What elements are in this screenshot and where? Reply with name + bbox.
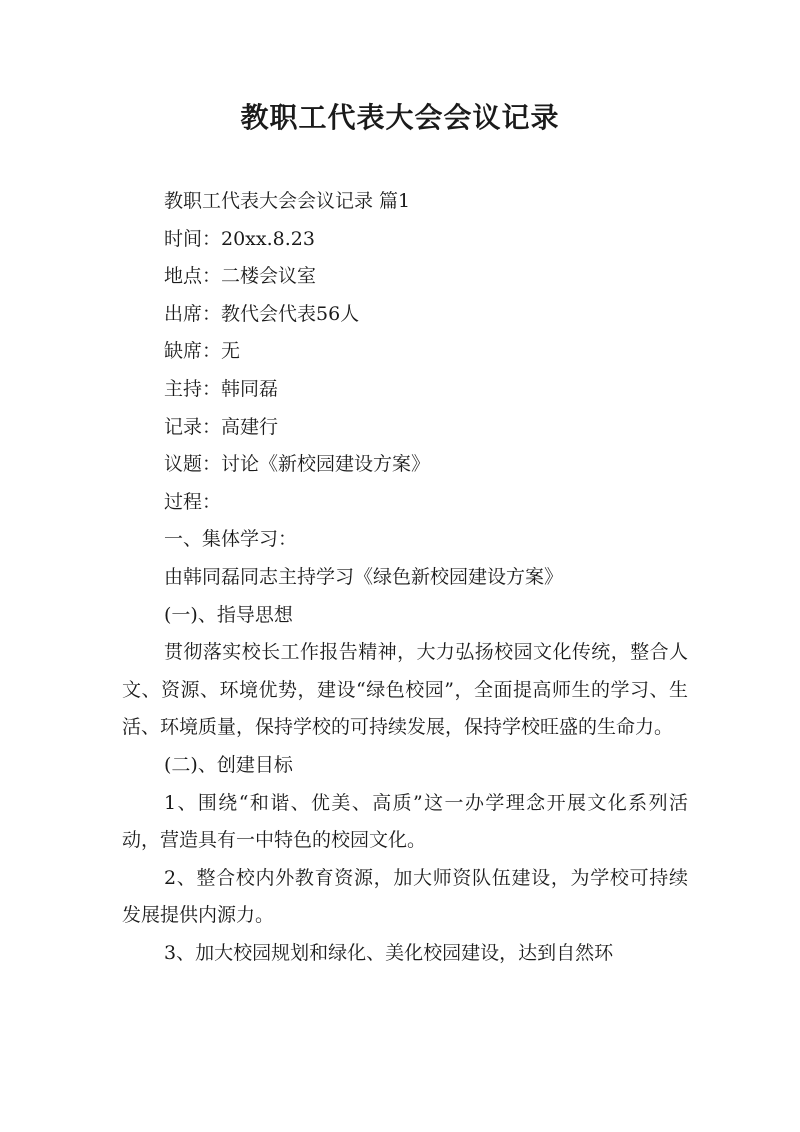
goal-1-paragraph: 1、围绕“和谐、优美、高质”这一办学理念开展文化系列活动，营造具有一中特色的校园文化。 [122,791,688,852]
goals-heading: (二)、创建目标 [164,753,293,776]
document-title: 教职工代表大会会议记录 [240,101,560,134]
goal-2-paragraph: 2、整合校内外教育资源，加大师资队伍建设，为学校可持续发展提供内源力。 [122,866,688,927]
part-one-heading: 一、集体学习： [164,528,298,551]
meeting-host: 主持：韩同磊 [164,377,279,400]
meeting-absence: 缺席：无 [164,340,241,363]
meeting-recorder: 记录：高建行 [164,415,279,438]
goal-3-paragraph: 3、加大校园规划和绿化、美化校园建设，达到自然环 [164,941,614,964]
meeting-topic: 议题：讨论《新校园建设方案》 [164,453,431,476]
guiding-ideology-paragraph: 贯彻落实校长工作报告精神，大力弘扬校园文化传统，整合人文、资源、环境优势，建设“绿色校园”，全面提高师生的学习、生活、环境质量，保持学校的可持续发展，保持学校旺盛的生命力。 [122,641,688,739]
meeting-location: 地点：二楼会议室 [164,265,317,288]
study-line: 由韩同磊同志主持学习《绿色新校园建设方案》 [164,565,564,588]
meeting-time: 时间：20xx.8.23 [164,227,315,250]
process-label: 过程： [164,490,222,513]
document-body [122,183,688,972]
meeting-attendance: 出席：教代会代表56人 [164,302,360,325]
guiding-ideology-heading: (一)、指导思想 [164,603,293,626]
section-heading: 教职工代表大会会议记录 篇1 [164,190,411,212]
